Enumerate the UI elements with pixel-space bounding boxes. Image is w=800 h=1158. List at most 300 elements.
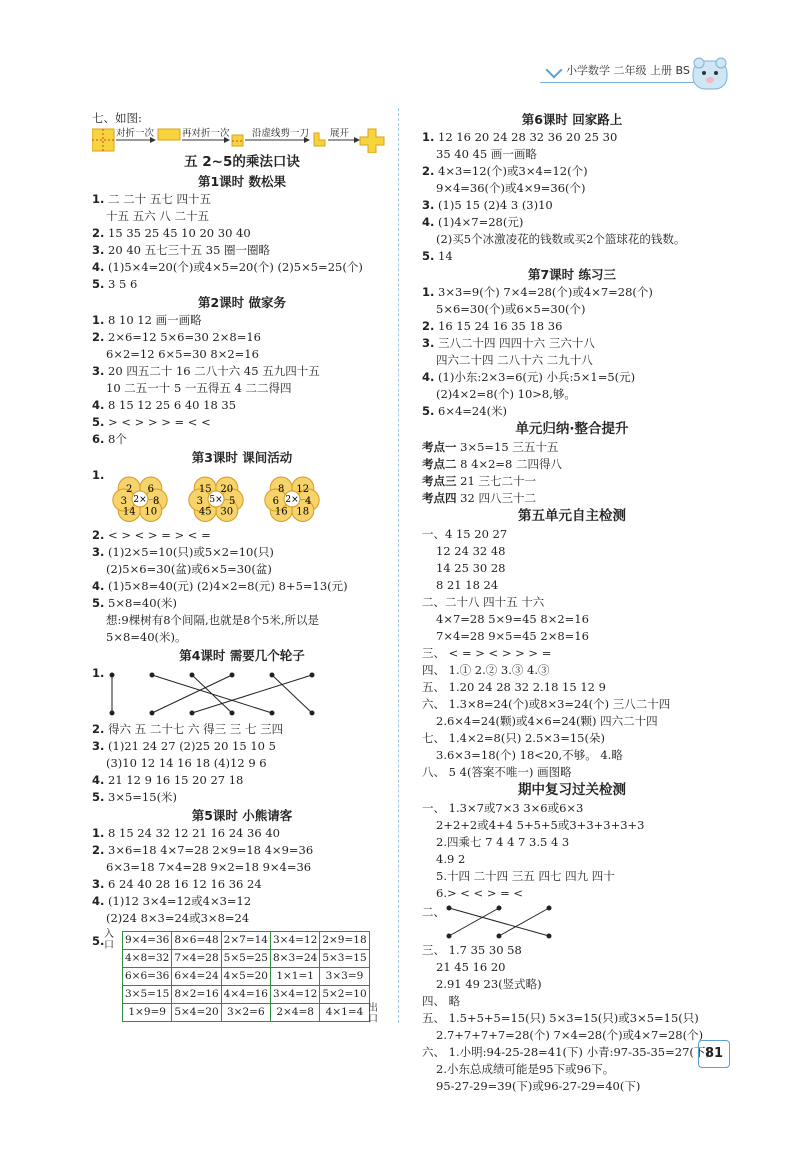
- answer-text: (1)12 3×4=12或4×3=12: [108, 894, 252, 908]
- answer-line: [422, 146, 722, 163]
- lesson1-title: 第1课时 数松果: [197, 174, 287, 189]
- answer-line: [92, 380, 392, 397]
- lesson3-answers: [92, 527, 392, 646]
- answer-line: [422, 318, 722, 335]
- answer-text: 8 15 24 32 12 21 16 24 36 40: [108, 826, 280, 840]
- fold-step-4: 展开: [330, 128, 350, 139]
- maze-row: [123, 1004, 370, 1022]
- answer-label: 3.: [92, 364, 105, 378]
- answer-label: 4.: [92, 260, 105, 274]
- answer-text: 20 四五二十 16 二八十六 45 五九四十五: [108, 364, 320, 378]
- answer-label: 四、: [422, 994, 445, 1008]
- book-title: 小学数学 二年级 上册 BS: [566, 64, 690, 77]
- unit-test-title: 第五单元自主检测: [518, 508, 626, 524]
- midterm-lines-svg: [444, 902, 594, 942]
- answer-text: (1)小东:2×3=6(元) 小兵:5×1=5(元): [438, 370, 636, 384]
- answer-label: 二、二十八: [422, 595, 480, 609]
- answer-text: < > < > = > < =: [108, 528, 211, 542]
- flower-petal-value: 8: [153, 496, 160, 507]
- maze-cell: 8×6=48: [172, 932, 221, 950]
- answer-line: [422, 163, 722, 180]
- maze-row: [123, 950, 370, 968]
- answer-label: 考点二: [422, 457, 457, 471]
- fold-figure: [92, 127, 392, 153]
- maze-row: [123, 986, 370, 1004]
- answer-label: 3.: [422, 198, 435, 212]
- answer-label: 5.: [422, 249, 435, 263]
- answer-text: (1)4×7=28(元): [438, 215, 524, 229]
- flower-center: 2×: [133, 495, 147, 505]
- answer-line: [422, 885, 722, 902]
- answer-line: [422, 301, 722, 318]
- answer-line: [422, 1044, 722, 1061]
- answer-label: 3.: [422, 336, 435, 350]
- answer-line: [422, 180, 722, 197]
- fold-step-2: 再对折一次: [182, 128, 230, 139]
- answer-line: [422, 231, 722, 248]
- maze-cell: 4×4=16: [221, 986, 270, 1004]
- answer-label: 六、: [422, 697, 445, 711]
- answer-text: 95-27-29=39(下)或96-27-29=40(下): [436, 1079, 641, 1093]
- answer-line: [422, 439, 722, 456]
- answer-label: 5.: [92, 277, 105, 291]
- answer-text: 四六二十四 二八十六 二九十八: [436, 353, 593, 367]
- answer-line: [422, 456, 722, 473]
- lesson3-title: 第3课时 课间活动: [191, 450, 293, 465]
- answer-text: (2)4×2=8(个) 10>8,够。: [436, 387, 576, 401]
- answer-text: 1.① 2.② 3.③ 4.③: [448, 663, 550, 677]
- answer-line: [422, 851, 722, 868]
- answer-line: [92, 721, 392, 738]
- answer-line: [422, 386, 722, 403]
- answer-line: [92, 225, 392, 242]
- answer-text: 2×6=12 5×6=30 2×8=16: [108, 330, 261, 344]
- page-number: 81: [698, 1040, 730, 1068]
- flower-petal-value: 4: [305, 496, 312, 507]
- maze-cell: 2×4=8: [270, 1004, 319, 1022]
- answer-line: [422, 628, 722, 645]
- answer-text: 3×5=15(米): [108, 790, 178, 804]
- answer-text: 7×4=28 9×5=45 2×8=16: [436, 629, 589, 643]
- answer-text: 4×7=28 5×9=45 8×2=16: [436, 612, 589, 626]
- answer-line: [422, 526, 722, 543]
- l3-q1-label: 1.: [92, 468, 105, 482]
- answer-line: [92, 738, 392, 755]
- answer-text: 20 40 五七三十五 35 圈一圈略: [108, 243, 271, 257]
- answer-line: [422, 352, 722, 369]
- answer-label: 4.: [422, 215, 435, 229]
- answer-line: [92, 825, 392, 842]
- answer-label: 2.: [92, 528, 105, 542]
- midterm-answers: [422, 800, 722, 902]
- maze-cell: 2×7=14: [221, 932, 270, 950]
- answer-text: 3×5=15 三五十五: [460, 440, 559, 454]
- answer-text: 二 二十 五七 四十五: [108, 192, 211, 206]
- answer-label: 3.: [92, 739, 105, 753]
- lesson4-answers: [92, 721, 392, 806]
- answer-label: 2.: [422, 319, 435, 333]
- answer-text: 1.3×8=24(个)或8×3=24(个) 三八二十四: [448, 697, 671, 711]
- answer-text: 5 4(答案不唯一) 画图略: [448, 765, 572, 779]
- answer-text: 10 二五一十 5 一五得五 4 二二得四: [106, 381, 292, 395]
- answer-label: 4.: [92, 773, 105, 787]
- flower-petal-value: 3: [196, 496, 203, 507]
- answer-label: 五、: [422, 680, 445, 694]
- column-divider: [398, 108, 400, 1023]
- lesson6-title: 第6课时 回家路上: [521, 112, 623, 127]
- header-rule: [540, 82, 700, 83]
- answer-line: [92, 595, 392, 612]
- answer-text: (1)21 24 27 (2)25 20 15 10 5: [108, 739, 276, 753]
- answer-line: [422, 747, 722, 764]
- lesson4-title: 第4课时 需要几个轮子: [179, 648, 305, 663]
- flowers-svg: [106, 467, 346, 527]
- answer-label: 5.: [92, 790, 105, 804]
- answer-text: 2.91 49 23(竖式略): [436, 977, 542, 991]
- answer-label: 5.: [422, 404, 435, 418]
- lesson2-title: 第2课时 做家务: [197, 295, 287, 310]
- answer-text: 16 15 24 16 35 18 36: [438, 319, 563, 333]
- answer-text: 6×4=24(米): [438, 404, 508, 418]
- maze-cell: 3×3=9: [320, 968, 369, 986]
- lesson6-answers: [422, 129, 722, 265]
- lesson5-title: 第5课时 小熊请客: [191, 808, 293, 823]
- answer-text: (1)2×5=10(只)或5×2=10(只): [108, 545, 274, 559]
- answer-line: [422, 248, 722, 265]
- maze-cell: 4×1=4: [320, 1004, 369, 1022]
- answer-label: 4.: [422, 370, 435, 384]
- answer-text: 3 5 6: [108, 277, 138, 291]
- answer-text: 2+2+2或4+4 5+5+5或3+3+3+3+3: [436, 818, 645, 832]
- flower-petal-value: 3: [120, 496, 127, 507]
- answer-label: 3.: [92, 545, 105, 559]
- summary-title: 单元归纳·整合提升: [515, 421, 629, 437]
- flower-petal-value: 12: [296, 484, 310, 495]
- answer-text: 8 15 12 25 6 40 18 35: [108, 398, 237, 412]
- answer-line: [92, 346, 392, 363]
- flower-petal-value: 8: [278, 484, 285, 495]
- matching-lines-svg: [92, 665, 352, 721]
- l4-q1-label: 1.: [92, 666, 105, 680]
- answer-line: [92, 876, 392, 893]
- answer-text: 1.4×2=8(只) 2.5×3=15(朵): [448, 731, 605, 745]
- answer-label: 考点四: [422, 491, 457, 505]
- answer-line: [422, 696, 722, 713]
- answer-line: [92, 431, 392, 448]
- flower-center: 5×: [209, 495, 223, 505]
- answer-line: [92, 363, 392, 380]
- answer-label: 2.: [92, 226, 105, 240]
- answer-text: 1.小明:94-25-28=41(下) 小青:97-35-35=27(下): [448, 1045, 710, 1059]
- lesson2-answers: [92, 312, 392, 448]
- answer-text: 21 12 9 16 15 20 27 18: [108, 773, 244, 787]
- answer-text: 8 21 18 24: [436, 578, 499, 592]
- answer-label: 2.: [422, 164, 435, 178]
- maze-row: [123, 932, 370, 950]
- fold-step-3: 沿虚线剪一刀: [252, 128, 310, 139]
- flower-petal-value: 45: [198, 506, 212, 518]
- answer-text: 1.5+5+5=15(只) 5×3=15(只)或3×5=15(只): [448, 1011, 699, 1025]
- answer-text: (1)5 15 (2)4 3 (3)10: [438, 198, 553, 212]
- answer-line: [92, 527, 392, 544]
- answer-line: [422, 403, 722, 420]
- flower-petal-value: 30: [220, 506, 234, 518]
- answer-line: [422, 214, 722, 231]
- answer-label: 3.: [92, 243, 105, 257]
- answer-line: [422, 679, 722, 696]
- answer-text: 略: [448, 994, 461, 1008]
- answer-line: [92, 242, 392, 259]
- summary-answers: [422, 439, 722, 507]
- midterm-matching-figure: [422, 902, 722, 942]
- answer-line: [92, 397, 392, 414]
- answer-label: 3.: [92, 877, 105, 891]
- answer-text: 8 10 12 画一画略: [108, 313, 202, 327]
- maze-cell: 3×5=15: [123, 986, 172, 1004]
- answer-label: 三、: [422, 646, 445, 660]
- answer-line: [92, 629, 392, 646]
- answer-line: [422, 645, 722, 662]
- flower-petal-value: 2: [126, 484, 133, 495]
- answer-line: [422, 197, 722, 214]
- flower-figure: [92, 467, 392, 527]
- answer-line: [422, 993, 722, 1010]
- flower-center: 2×: [285, 495, 299, 505]
- flower-petal-value: 6: [147, 484, 154, 495]
- maze-cell: 5×3=15: [320, 950, 369, 968]
- answer-text: (2)5×6=30(盆)或6×5=30(盆): [106, 562, 272, 576]
- answer-text: 3.6×3=18(个) 18<20,不够。 4.略: [436, 748, 623, 762]
- answer-text: (3)10 12 14 16 18 (4)12 9 6: [106, 756, 267, 770]
- answer-text: 1.3×7或7×3 3×6或6×3: [448, 801, 584, 815]
- answer-line: [422, 817, 722, 834]
- maze-cell: 8×2=16: [172, 986, 221, 1004]
- lesson7-answers: [422, 284, 722, 420]
- answer-line: [92, 191, 392, 208]
- answer-line: [422, 730, 722, 747]
- answer-line: [422, 976, 722, 993]
- answer-line: [422, 284, 722, 301]
- answer-line: [422, 800, 722, 817]
- answer-line: [92, 612, 392, 629]
- answer-label: 七、: [422, 731, 445, 745]
- unit-test-answers: [422, 526, 722, 781]
- answer-text: 2.6×4=24(颗)或4×6=24(颗) 四六二十四: [436, 714, 658, 728]
- flower-petal-value: 6: [272, 496, 279, 507]
- maze-cell: 1×9=9: [123, 1004, 172, 1022]
- answer-line: [92, 561, 392, 578]
- maze-cell: 8×3=24: [270, 950, 319, 968]
- flower: [189, 477, 243, 522]
- answer-text: 得六 五 二十七 六 得三 三 七 三四: [108, 722, 284, 736]
- flower-petal-value: 18: [296, 506, 310, 518]
- flower-petal-value: 20: [220, 484, 234, 495]
- answer-label: 4.: [92, 398, 105, 412]
- answer-text: 8 4×2=8 二四得八: [460, 457, 563, 471]
- answer-text: 2.小东总成绩可能是95下或96下。: [436, 1062, 615, 1076]
- answer-text: 6.> < < > = <: [436, 886, 524, 900]
- answer-label: 6.: [92, 432, 105, 446]
- answer-text: 14: [438, 249, 453, 263]
- answer-text: 3×3=9(个) 7×4=28(个)或4×7=28(个): [438, 285, 653, 299]
- answer-text: 9×4=36(个)或4×9=36(个): [436, 181, 586, 195]
- maze-cell: 7×4=28: [172, 950, 221, 968]
- right-column: [422, 110, 722, 1095]
- arrow-mark-icon: [546, 62, 563, 79]
- maze-exit: 出口: [368, 1003, 378, 1025]
- maze-cell: 4×5=20: [221, 968, 270, 986]
- lesson7-title: 第7课时 练习三: [527, 267, 617, 282]
- answer-label: 2.: [92, 722, 105, 736]
- answer-label: 5.: [92, 415, 105, 429]
- answer-line: [92, 329, 392, 346]
- answer-text: 三八二十四 四四十六 三六十八: [438, 336, 595, 350]
- answer-text: < = > < > > > =: [448, 646, 552, 660]
- answer-line: [422, 1061, 722, 1078]
- answer-line: [92, 789, 392, 806]
- answer-line: [422, 1027, 722, 1044]
- answer-text: 1.20 24 28 32 2.18 15 12 9: [448, 680, 606, 694]
- answer-line: [92, 208, 392, 225]
- answer-label: 2.: [92, 330, 105, 344]
- answer-line: [422, 942, 722, 959]
- answer-label: 4.: [92, 579, 105, 593]
- maze-figure: [92, 927, 392, 1039]
- answer-text: 6×2=12 6×5=30 8×2=16: [106, 347, 259, 361]
- maze-cell: 6×6=36: [123, 968, 172, 986]
- answer-line: [422, 560, 722, 577]
- flower-petal-value: 5: [229, 496, 236, 507]
- answer-line: [422, 662, 722, 679]
- answer-line: [92, 893, 392, 910]
- answer-text: 8个: [108, 432, 127, 446]
- wheel-figure: [92, 665, 392, 721]
- answer-label: 1.: [92, 826, 105, 840]
- answer-label: 考点三: [422, 474, 457, 488]
- midterm-title: 期中复习过关检测: [518, 782, 626, 798]
- answer-text: 14 25 30 28: [436, 561, 506, 575]
- answer-text: 1.7 35 30 58: [448, 943, 522, 957]
- answer-label: 三、: [422, 943, 445, 957]
- answer-text: 4×3=12(个)或3×4=12(个): [438, 164, 588, 178]
- maze-q-label: 5.: [92, 934, 105, 948]
- answer-label: 一、: [422, 801, 445, 815]
- maze-cell: 5×4=20: [172, 1004, 221, 1022]
- answer-label: 1.: [422, 130, 435, 144]
- maze-cell: 5×5=25: [221, 950, 270, 968]
- lesson5-answers: [92, 825, 392, 927]
- answer-text: 3×6=18 4×7=28 2×9=18 4×9=36: [108, 843, 314, 857]
- midterm-answers-2: [422, 942, 722, 1095]
- answer-label: 5.: [92, 596, 105, 610]
- answer-line: [92, 312, 392, 329]
- answer-line: [422, 543, 722, 560]
- answer-label: 1.: [92, 313, 105, 327]
- answer-text: 15 20 27: [455, 527, 508, 541]
- answer-line: [422, 713, 722, 730]
- answer-line: [92, 544, 392, 561]
- answer-line: [92, 772, 392, 789]
- answer-text: 四十五 十六: [483, 595, 545, 609]
- flower: [265, 477, 319, 522]
- maze-table: [122, 931, 370, 1022]
- answer-text: 21 45 16 20: [436, 960, 506, 974]
- flower-petal-value: 10: [144, 506, 158, 518]
- answer-text: (1)5×8=40(元) (2)4×2=8(元) 8+5=13(元): [108, 579, 348, 593]
- maze-cell: 3×4=12: [270, 986, 319, 1004]
- answer-line: [92, 842, 392, 859]
- answer-line: [92, 578, 392, 595]
- answer-line: [422, 959, 722, 976]
- mid-q2-label: 二、: [422, 905, 445, 919]
- maze-cell: 6×4=24: [172, 968, 221, 986]
- answer-line: [422, 1010, 722, 1027]
- answer-line: [422, 129, 722, 146]
- maze-cell: 2×9=18: [320, 932, 369, 950]
- maze-cell: 3×2=6: [221, 1004, 270, 1022]
- answer-text: 2.7+7+7+7=28(个) 7×4=28(个)或4×7=28(个): [436, 1028, 704, 1042]
- answer-line: [92, 755, 392, 772]
- answer-text: 4.9 2: [436, 852, 466, 866]
- answer-text: 2.四乘七 7 4 4 7 3.5 4 3: [436, 835, 570, 849]
- answer-label: 五、: [422, 1011, 445, 1025]
- q7-title: 七、如图:: [92, 111, 142, 125]
- answer-line: [422, 594, 722, 611]
- answer-line: [422, 611, 722, 628]
- answer-text: 5×6=30(个)或6×5=30(个): [436, 302, 586, 316]
- answer-text: 5.十四 二十四 三五 四七 四九 四十: [436, 869, 615, 883]
- answer-label: 六、: [422, 1045, 445, 1059]
- answer-label: 2.: [92, 843, 105, 857]
- maze-cell: 9×4=36: [123, 932, 172, 950]
- maze-cell: 5×2=10: [320, 986, 369, 1004]
- maze-row: [123, 968, 370, 986]
- answer-text: 5×8=40(米)。: [106, 630, 187, 644]
- answer-text: > < > > > = < <: [108, 415, 211, 429]
- answer-text: (2)24 8×3=24或3×8=24: [106, 911, 250, 925]
- flower-petal-value: 16: [274, 506, 288, 518]
- maze-entrance: 入口: [104, 929, 114, 951]
- answer-text: 6×3=18 7×4=28 9×2=18 9×4=36: [106, 860, 312, 874]
- flower-petal-value: 14: [122, 506, 136, 518]
- maze-cell: 1×1=1: [270, 968, 319, 986]
- answer-text: 5×8=40(米): [108, 596, 178, 610]
- answer-label: 一、4: [422, 527, 453, 541]
- lesson1-answers: [92, 191, 392, 293]
- answer-text: 12 24 32 48: [436, 544, 506, 558]
- answer-text: 21 三七二十一: [460, 474, 536, 488]
- answer-text: 想:9棵树有8个间隔,也就是8个5米,所以是: [106, 613, 319, 627]
- bear-mascot-icon: [690, 55, 730, 93]
- answer-label: 1.: [92, 192, 105, 206]
- answer-label: 4.: [92, 894, 105, 908]
- unit-title: 五 2~5的乘法口诀: [184, 154, 300, 170]
- answer-label: 1.: [422, 285, 435, 299]
- maze-cell: 4×8=32: [123, 950, 172, 968]
- flower: [113, 477, 167, 522]
- answer-line: [422, 834, 722, 851]
- answer-label: 考点一: [422, 440, 457, 454]
- answer-text: 12 16 20 24 28 32 36 20 25 30: [438, 130, 618, 144]
- answer-text: 15 35 25 45 10 20 30 40: [108, 226, 251, 240]
- answer-line: [422, 868, 722, 885]
- answer-label: 四、: [422, 663, 445, 677]
- answer-line: [92, 276, 392, 293]
- answer-line: [92, 414, 392, 431]
- maze-cell: 3×4=12: [270, 932, 319, 950]
- answer-line: [422, 577, 722, 594]
- left-column: [92, 110, 392, 1039]
